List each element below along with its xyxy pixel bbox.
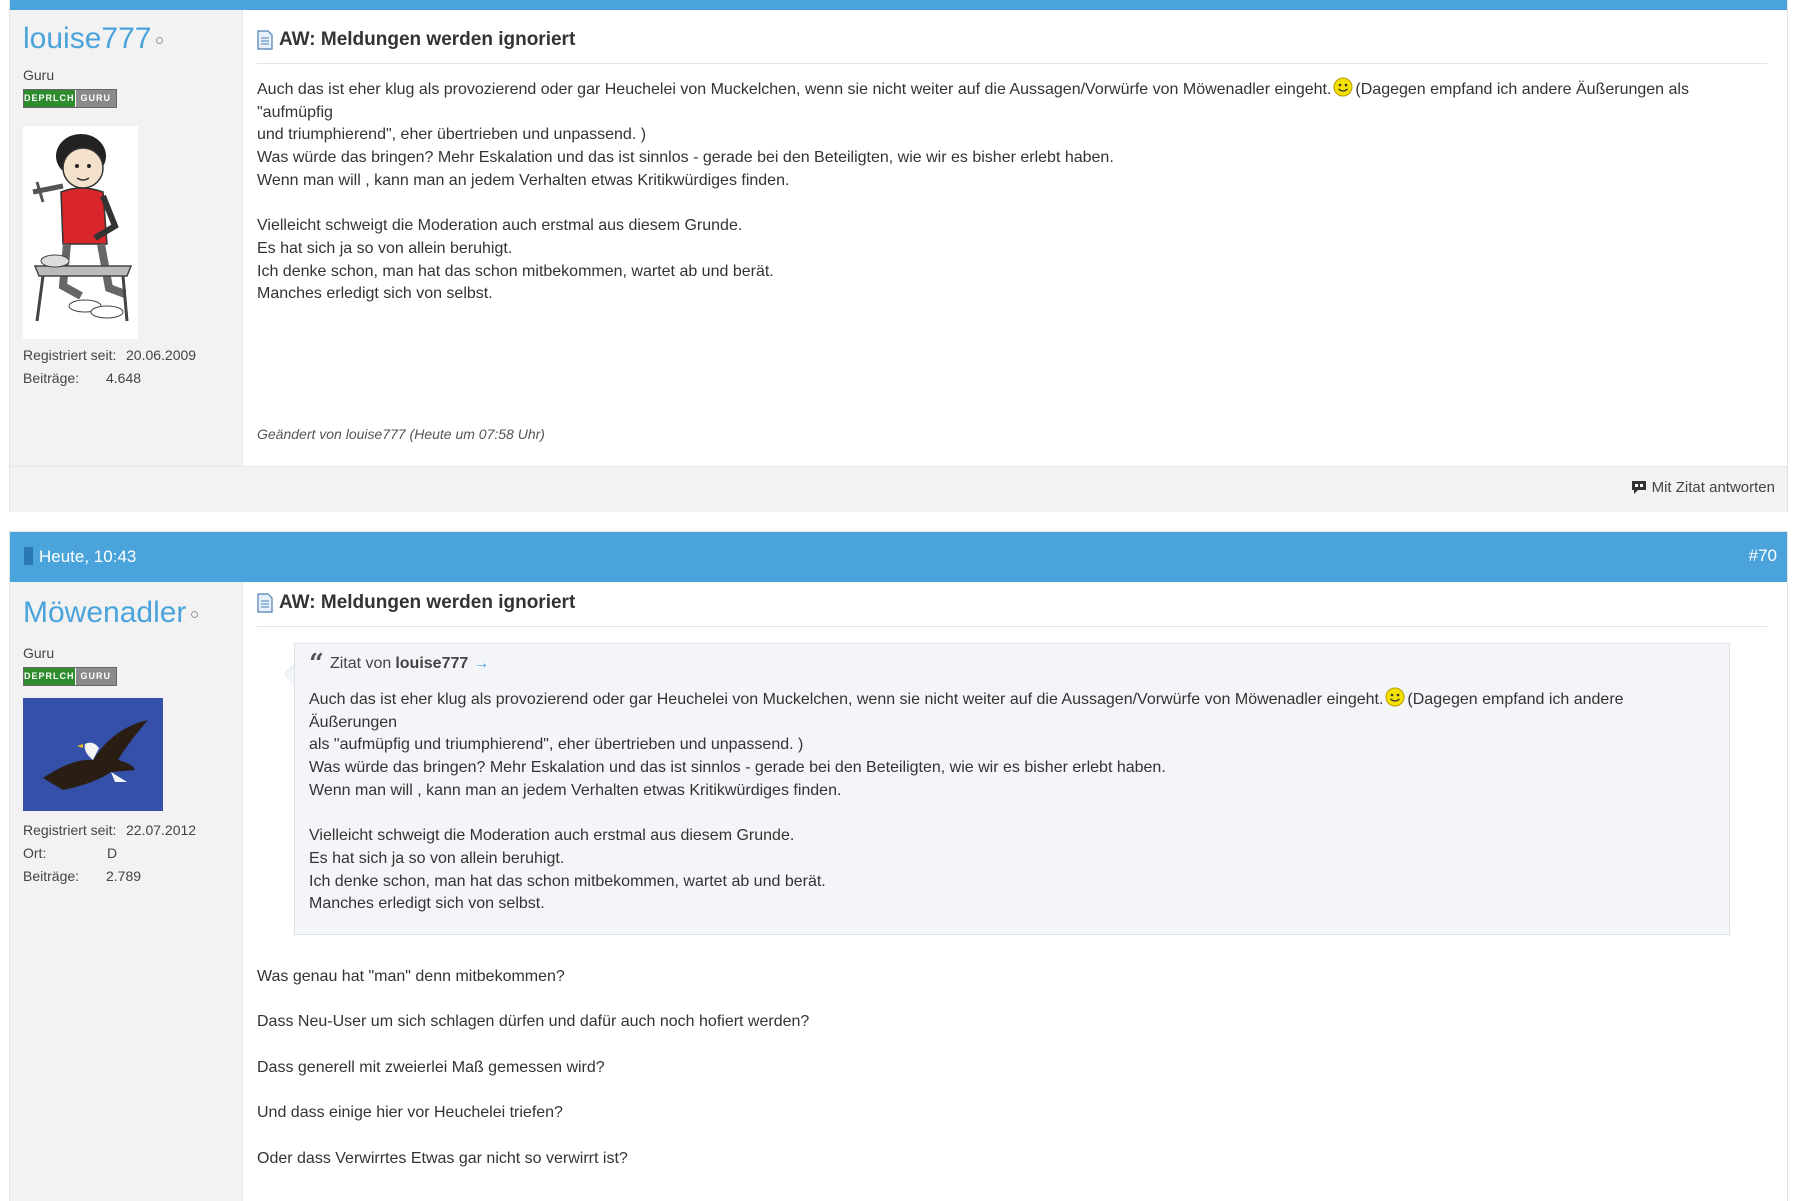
- quote-line: Es hat sich ja so von allein beruhigt.: [309, 849, 565, 867]
- quote-line: Vielleicht schweigt die Moderation auch erstmal aus diesem Grunde.: [309, 827, 795, 845]
- reply-line: Oder dass Verwirrtes Etwas gar nicht so verwirrt ist?: [257, 1149, 628, 1167]
- quote-pointer: [284, 664, 294, 684]
- quote-line: Wenn man will , kann man an jedem Verhalten etwas Kritikwürdiges finden.: [309, 781, 842, 799]
- post-status-icon: [24, 547, 33, 565]
- post-number-link[interactable]: #70: [1748, 546, 1777, 565]
- rank-badge-left: DEPRLCH: [24, 668, 75, 685]
- offline-status-icon: [156, 37, 163, 44]
- post-line: Ich denke schon, man hat das schon mitbekommen, wartet ab und berät.: [257, 262, 774, 280]
- rank-badge-right: GURU: [75, 668, 116, 685]
- stat-posts: Beiträge: 4.648: [23, 370, 142, 386]
- post-title: AW: Meldungen werden ignoriert: [279, 592, 576, 613]
- document-icon: [257, 593, 273, 613]
- stat-registered: Registriert seit: 22.07.2012: [23, 822, 197, 838]
- post-69: [9, 0, 1788, 512]
- reply-line: Was genau hat "man" denn mitbekommen?: [257, 968, 565, 986]
- post-line: Vielleicht schweigt die Moderation auch erstmal aus diesem Grunde.: [257, 217, 743, 235]
- view-post-arrow-icon[interactable]: →: [473, 655, 490, 672]
- quote-block: [294, 643, 1730, 935]
- post-header: [10, 532, 1787, 582]
- quote-reply-icon: [1632, 481, 1646, 494]
- post-content: [257, 25, 1767, 442]
- stat-registered: Registriert seit: 20.06.2009: [23, 347, 197, 363]
- quote-author: louise777: [395, 655, 469, 672]
- quote-line: Manches erledigt sich von selbst.: [309, 895, 545, 913]
- stat-posts: Beiträge: 2.789: [23, 868, 142, 884]
- smiley-icon: [1333, 77, 1353, 97]
- post-footer: [10, 466, 1787, 512]
- post-line: Manches erledigt sich von selbst.: [257, 285, 493, 303]
- username-link[interactable]: louise777: [23, 22, 163, 56]
- user-info-panel: [10, 582, 243, 1201]
- edited-note: Geändert von louise777 (Heute um 07:58 Uhr): [257, 426, 545, 442]
- offline-status-icon: [191, 611, 198, 618]
- reply-line: Dass generell mit zweierlei Maß gemessen wird?: [257, 1058, 605, 1076]
- quote-header: “ Zitat von louise777 →: [309, 649, 490, 679]
- document-icon: [257, 30, 273, 50]
- rank-badge-right: GURU: [75, 90, 116, 107]
- user-title: Guru: [23, 67, 55, 83]
- rank-badge: [23, 667, 117, 686]
- quote-mark-icon: “: [309, 649, 324, 679]
- cartoon-avatar-image: [23, 126, 138, 339]
- user-title: Guru: [23, 645, 55, 661]
- quote-line: Was würde das bringen? Mehr Eskalation und das ist sinnlos - gerade bei den Beteiligten, wie wir es bisher erlebt haben.: [309, 759, 1166, 777]
- quote-line: Auch das ist eher klug als provozierend oder gar Heuchelei von Muckelchen, wenn sie nicht weiter auf die Aussagen/Vorwürfe von Möwenadler eingeht. (Dagegen empfand ich andere Äußerungen: [309, 687, 1711, 734]
- rank-badge: [23, 89, 117, 108]
- avatar[interactable]: [23, 126, 138, 339]
- post-line: Was würde das bringen? Mehr Eskalation und das ist sinnlos - gerade bei den Beteiligten, wie wir es bisher erlebt haben.: [257, 149, 1114, 167]
- quote-body: [309, 687, 1711, 916]
- quote-line: Ich denke schon, man hat das schon mitbekommen, wartet ab und berät.: [309, 872, 826, 890]
- post-date: Heute, 10:43: [39, 547, 137, 566]
- smiley-icon: [1385, 687, 1405, 707]
- avatar[interactable]: [23, 698, 163, 811]
- user-stats: [23, 347, 196, 393]
- post-70: [9, 531, 1788, 1201]
- rank-badge-left: DEPRLCH: [24, 90, 75, 107]
- post-line: Es hat sich ja so von allein beruhigt.: [257, 239, 513, 257]
- post-top-bar: [10, 0, 1787, 10]
- stat-location: Ort: D: [23, 845, 118, 861]
- post-title-row: [257, 25, 1767, 64]
- username-link[interactable]: Möwenadler: [23, 596, 198, 630]
- eagle-avatar-image: [23, 698, 163, 811]
- post-body: [257, 966, 1767, 1170]
- user-stats: [23, 822, 196, 891]
- post-line: und triumphierend", eher übertrieben und unpassend. ): [257, 126, 647, 144]
- post-line: Wenn man will , kann man an jedem Verhalten etwas Kritikwürdiges finden.: [257, 171, 790, 189]
- post-body: [257, 77, 1767, 306]
- post-title: AW: Meldungen werden ignoriert: [279, 29, 576, 50]
- post-line: Auch das ist eher klug als provozierend oder gar Heuchelei von Muckelchen, wenn sie nicht weiter auf die Aussagen/Vorwürfe von Möwenadler eingeht. (Dagegen empfand ich andere Äußerungen als "aufmüpfig: [257, 77, 1767, 124]
- post-title-row: [257, 588, 1767, 627]
- post-content: [257, 588, 1767, 1170]
- reply-with-quote-button[interactable]: Mit Zitat antworten: [1632, 479, 1775, 496]
- reply-line: Dass Neu-User um sich schlagen dürfen und dafür auch noch hofiert werden?: [257, 1013, 810, 1031]
- user-info-panel: [10, 10, 243, 466]
- reply-line: Und dass einige hier vor Heuchelei triefen?: [257, 1104, 563, 1122]
- quote-line: als "aufmüpfig und triumphierend", eher übertrieben und unpassend. ): [309, 736, 804, 754]
